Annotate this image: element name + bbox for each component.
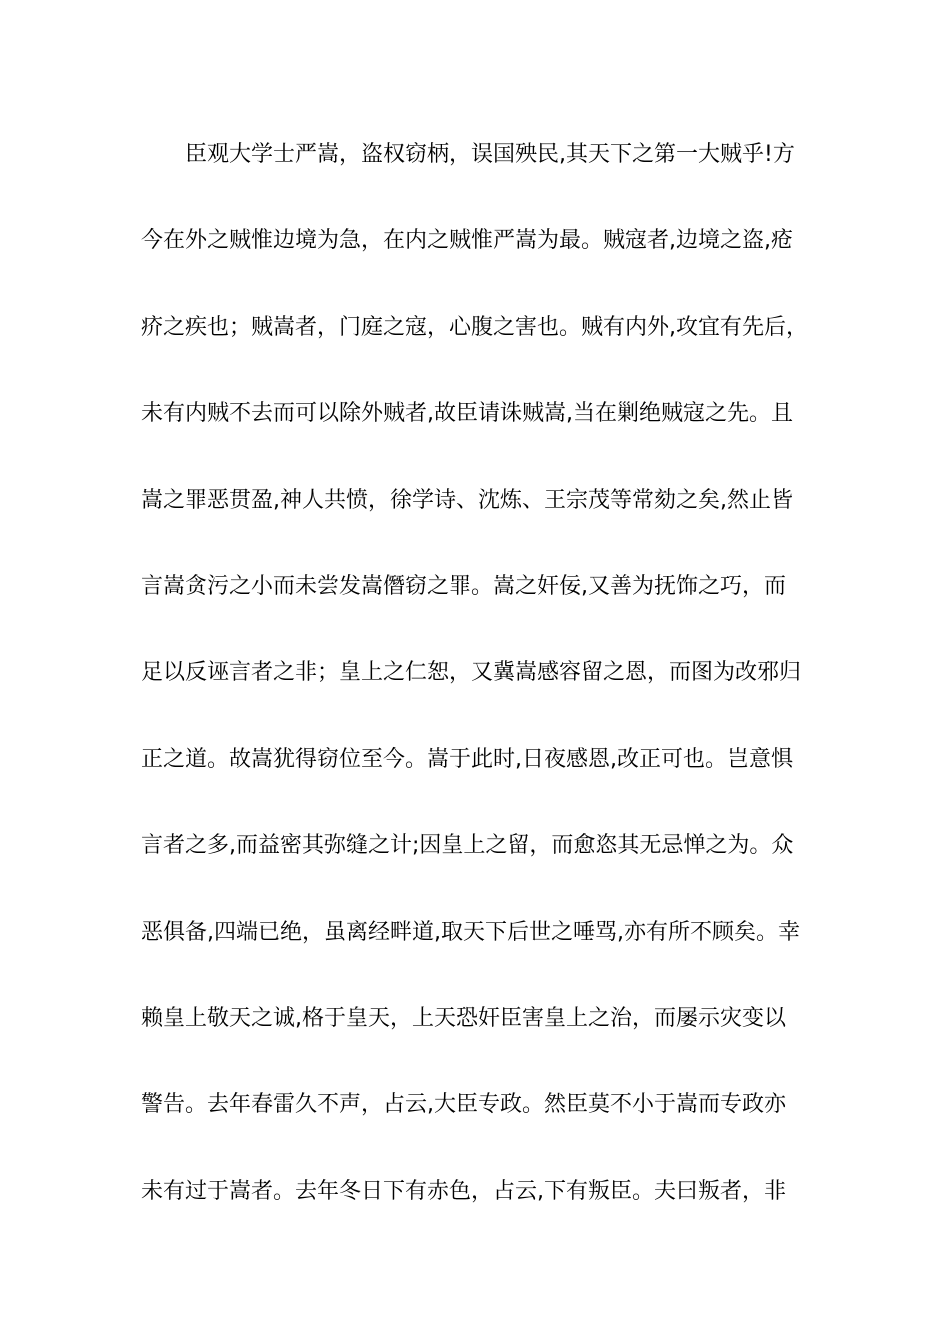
text-line: 警告。去年春雷久不声，占云,大臣专政。然臣莫不小于嵩而专政亦 <box>141 1092 786 1118</box>
text-line: 正之道。故嵩犹得窃位至今。嵩于此时,日夜感恩,改正可也。岂意惧 <box>141 746 793 772</box>
text-line: 恶俱备,四端已绝，虽离经畔道,取天下后世之唾骂,亦有所不顾矣。幸 <box>141 919 800 945</box>
text-line: 言者之多,而益密其弥缝之计;因皇上之留，而愈恣其无忌惮之为。众 <box>141 833 794 859</box>
text-line: 赖皇上敬天之诚,格于皇天，上天恐奸臣害皇上之治，而屡示灾变以 <box>141 1005 786 1031</box>
text-line: 今在外之贼惟边境为急，在内之贼惟严嵩为最。贼寇者,边境之盗,疮 <box>141 228 793 254</box>
text-line: 言嵩贪污之小而未尝发嵩僭窃之罪。嵩之奸佞,又善为抚饰之巧，而 <box>141 573 786 599</box>
text-line: 未有过于嵩者。去年冬日下有赤色，占云,下有叛臣。夫曰叛者，非 <box>141 1178 786 1204</box>
text-line: 未有内贼不去而可以除外贼者,故臣请诛贼嵩,当在剿绝贼寇之先。且 <box>141 401 793 427</box>
body-paragraph <box>141 133 826 1256</box>
text-line: 臣观大学士严嵩，盗权窃柄，误国殃民,其天下之第一大贼乎!方 <box>185 142 795 167</box>
text-line: 嵩之罪恶贯盈,神人共愤，徐学诗、沈炼、王宗茂等常劾之矣,然止皆 <box>141 487 793 513</box>
text-line: 足以反诬言者之非；皇上之仁恕，又冀嵩感容留之恩，而图为改邪归 <box>141 660 802 686</box>
text-line: 疥之疾也；贼嵩者，门庭之寇，心腹之害也。贼有内外,攻宜有先后， <box>141 314 808 340</box>
